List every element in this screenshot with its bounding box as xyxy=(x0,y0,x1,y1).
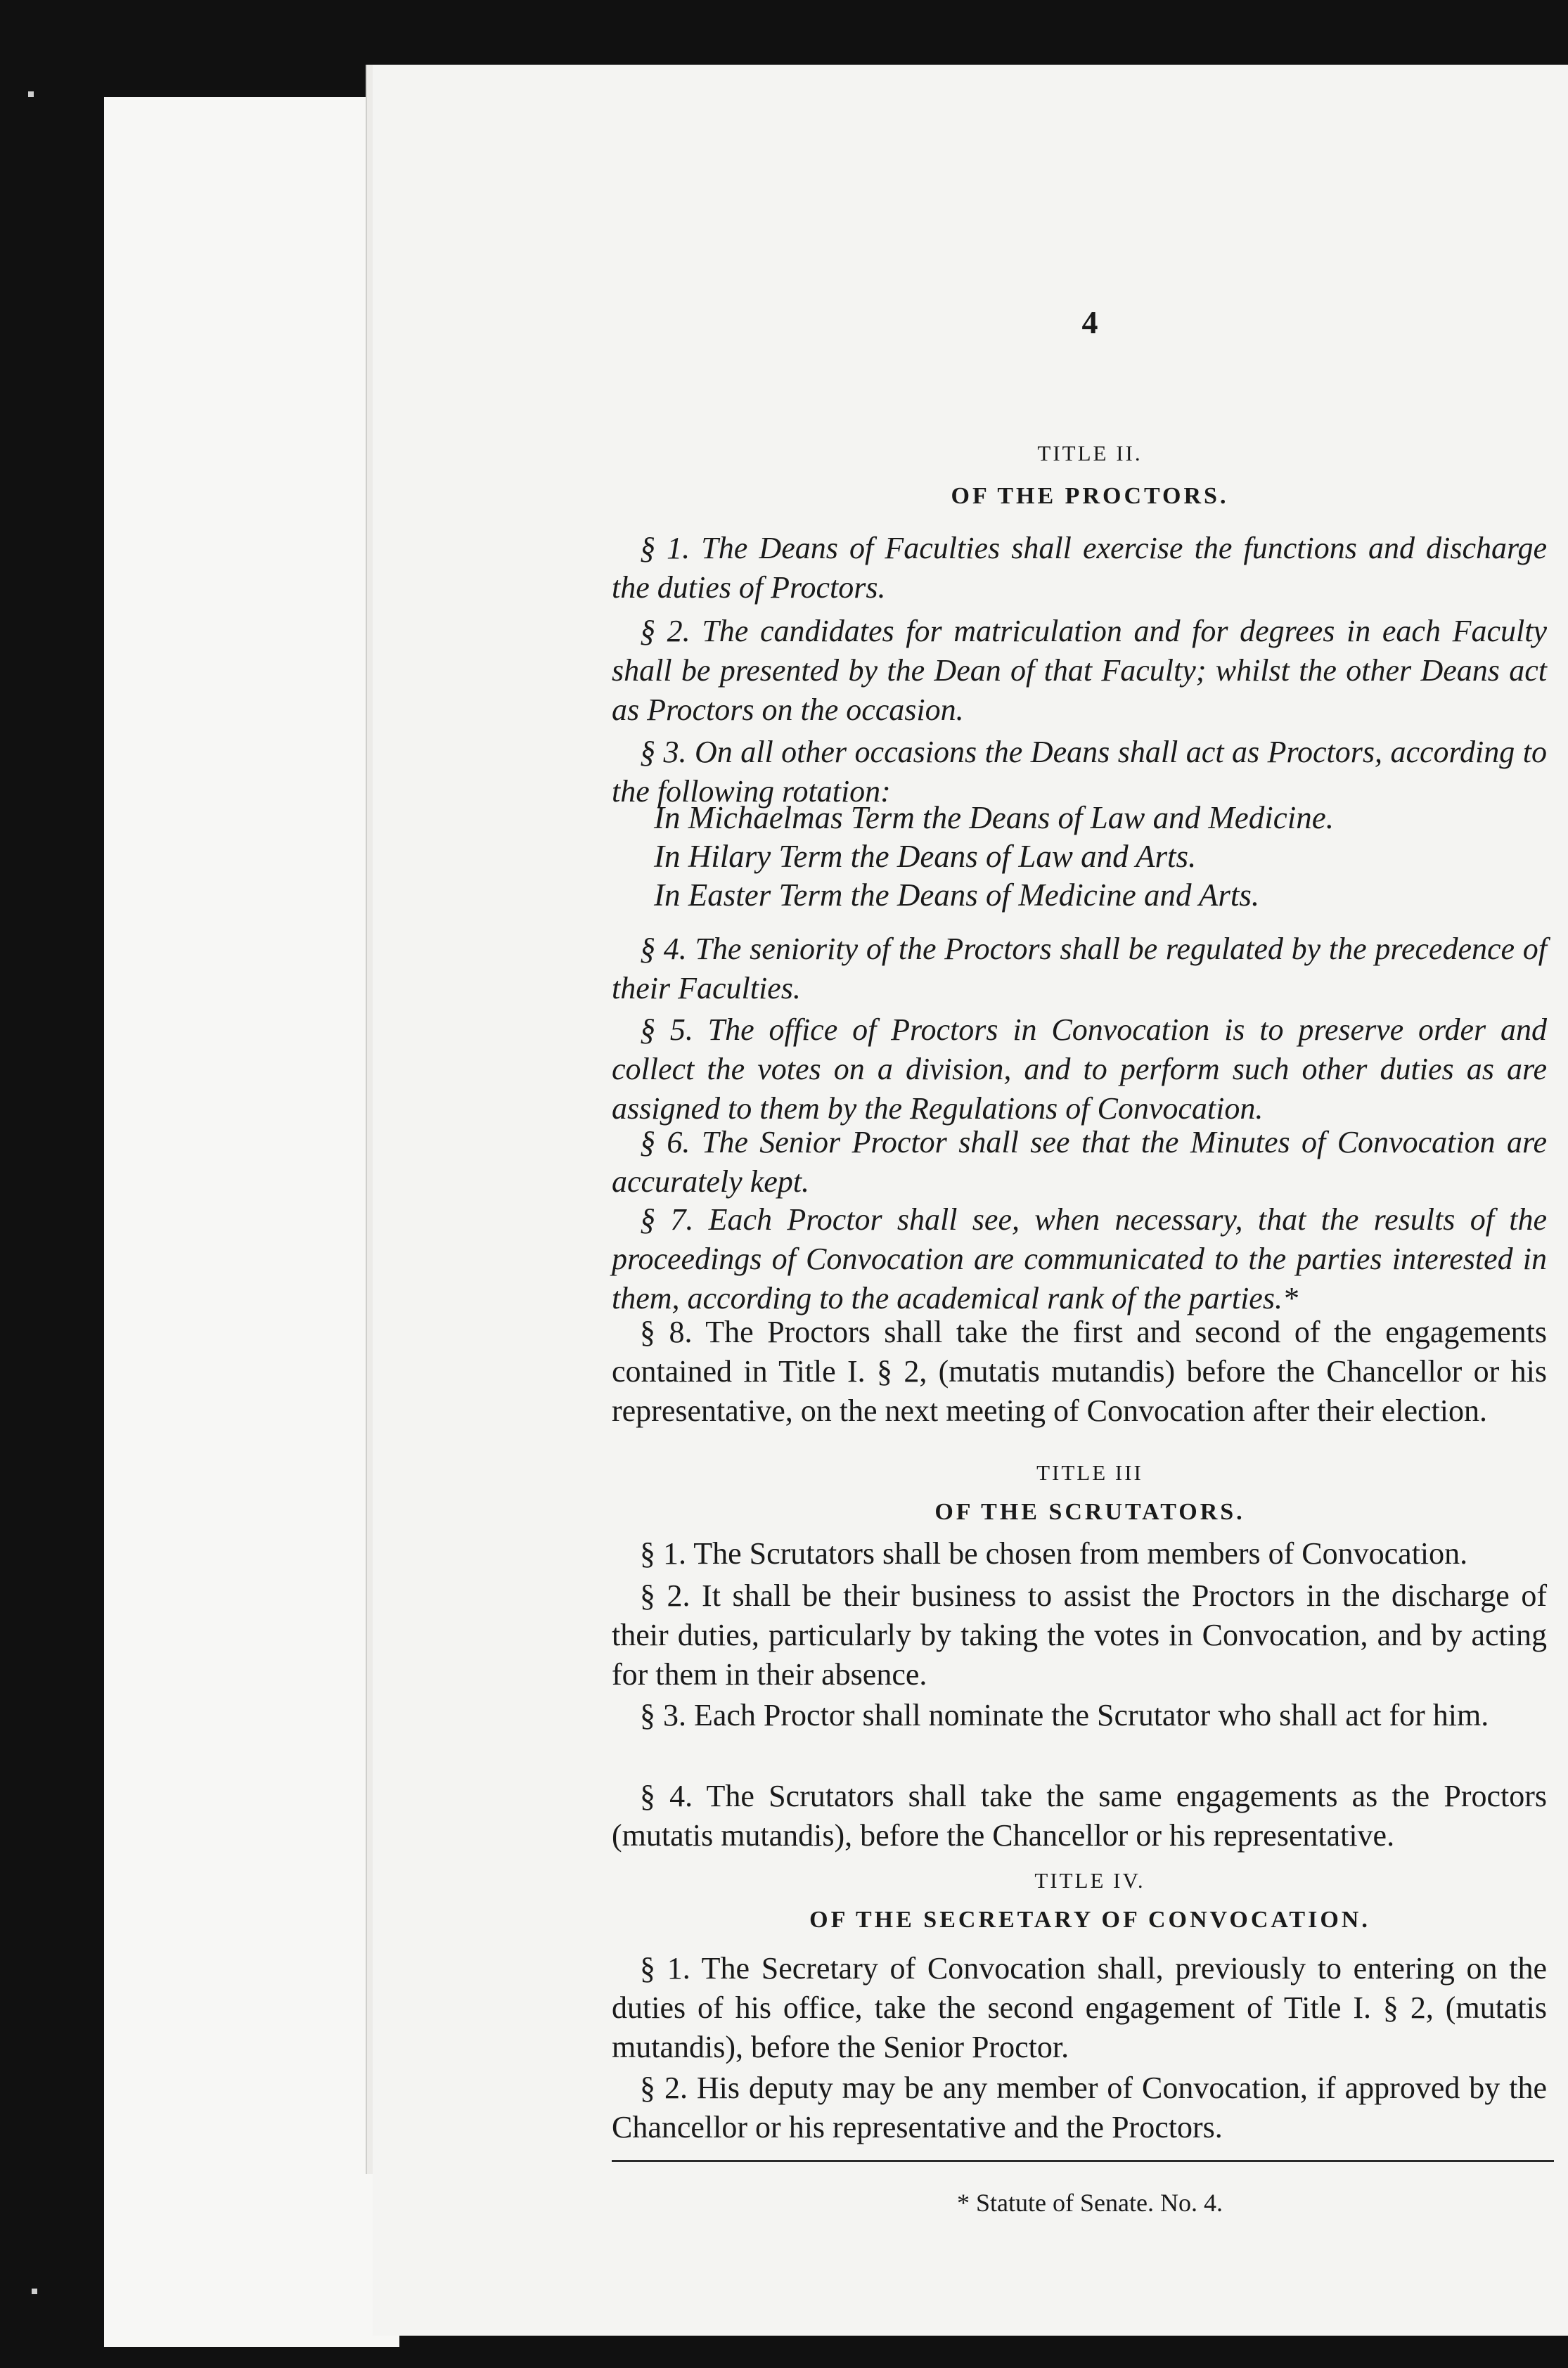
scan-speck xyxy=(28,91,34,97)
footnote-rule xyxy=(612,2160,1554,2162)
title-2-section-5: § 5. The office of Proctors in Convocation is to preserve order and collect the votes on a division, and to perform such other duties as are assigned to them by the Regulations of Convocation. xyxy=(612,1012,1547,1126)
title-2-section-8: § 8. The Proctors shall take the first and second of the engagements contained in Title I. § 2, (mutatis mutandis) before the Chancellor or his representative, on the next meeting of Convocation after their election. xyxy=(612,1315,1547,1428)
title-2-section-1: § 1. The Deans of Faculties shall exercise the functions and discharge the duties of Proctors. xyxy=(612,531,1547,605)
title-2-section-2: § 2. The candidates for matriculation and for degrees in each Faculty shall be presented by the Dean of that Faculty; whilst the other Deans act as Proctors on the occasion. xyxy=(612,614,1547,727)
title-2-section-4: § 4. The seniority of the Proctors shall be regulated by the precedence of their Faculties. xyxy=(612,932,1547,1005)
title-2-section-6: § 6. The Senior Proctor shall see that the Minutes of Convocation are accurately kept. xyxy=(612,1125,1547,1199)
title-3-label: TITLE III xyxy=(1036,1460,1143,1485)
title-3-section-3: § 3. Each Proctor shall nominate the Scrutator who shall act for him. xyxy=(640,1698,1489,1732)
scan-speck xyxy=(32,2289,37,2294)
title-4-section-2: § 2. His deputy may be any member of Convocation, if approved by the Chancellor or his representative and the Proctors. xyxy=(612,2071,1547,2144)
footnote: * Statute of Senate. No. 4. xyxy=(957,2189,1223,2217)
rotation-easter: In Easter Term the Deans of Medicine and Arts. xyxy=(654,877,1260,913)
title-4-heading: OF THE SECRETARY OF CONVOCATION. xyxy=(809,1907,1370,1933)
rotation-michaelmas: In Michaelmas Term the Deans of Law and Medicine. xyxy=(654,800,1334,835)
title-4-section-1: § 1. The Secretary of Convocation shall, previously to entering on the duties of his office, take the second engagement of Title I. § 2, (mutatis mutandis), before the Senior Proctor. xyxy=(612,1951,1547,2064)
title-3-section-2: § 2. It shall be their business to assist the Proctors in the discharge of their duties, particularly by taking the votes in Convocation, and by acting for them in their absence. xyxy=(612,1578,1547,1692)
title-3-section-4: § 4. The Scrutators shall take the same engagements as the Proctors (mutatis mutandis), before the Chancellor or his representative. xyxy=(612,1779,1547,1853)
rotation-hilary: In Hilary Term the Deans of Law and Arts. xyxy=(654,839,1197,874)
title-2-label: TITLE II. xyxy=(1037,441,1143,465)
blank-facing-leaf xyxy=(104,97,399,2347)
title-2-section-3: § 3. On all other occasions the Deans shall act as Proctors, according to the following rotation: xyxy=(612,735,1547,809)
page-number: 4 xyxy=(1081,304,1098,340)
title-3-heading: OF THE SCRUTATORS. xyxy=(934,1499,1245,1525)
title-4-label: TITLE IV. xyxy=(1034,1868,1145,1893)
title-2-section-7: § 7. Each Proctor shall see, when necessary, that the results of the proceedings of Convocation are communicated to the parties interested in them, according to the academical rank of the parties.* xyxy=(612,1202,1547,1315)
title-3-section-1: § 1. The Scrutators shall be chosen from members of Convocation. xyxy=(640,1536,1468,1571)
document-page xyxy=(373,65,1568,2336)
title-2-heading: OF THE PROCTORS. xyxy=(951,483,1229,509)
